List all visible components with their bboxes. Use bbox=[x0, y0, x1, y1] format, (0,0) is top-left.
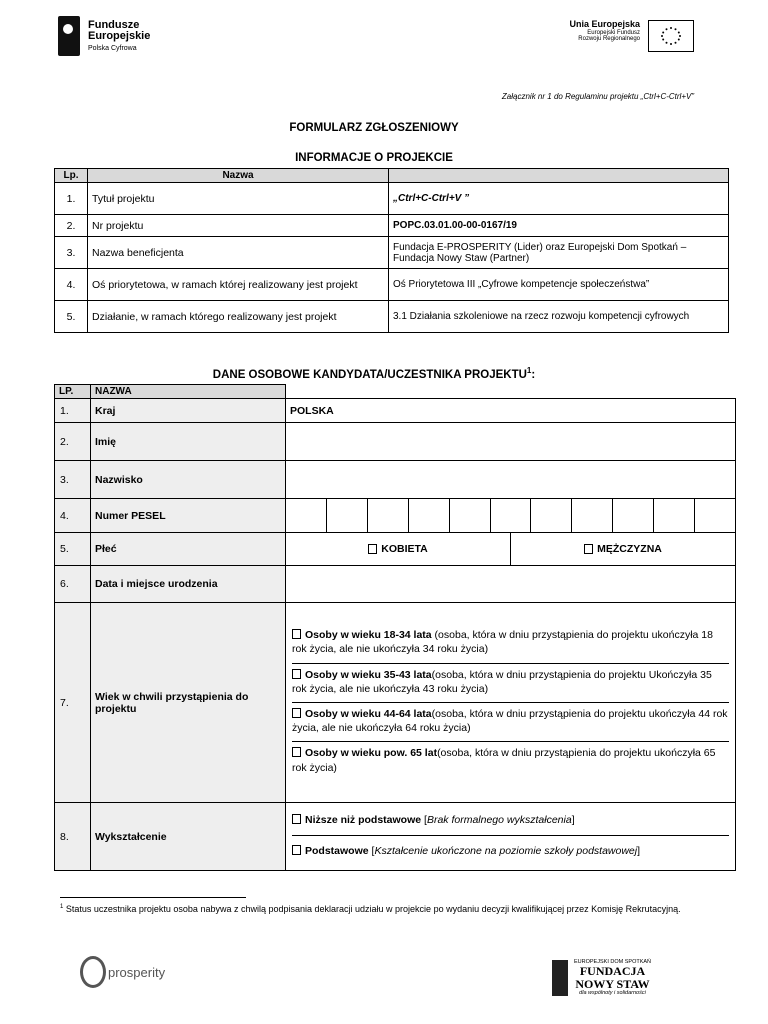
checkbox-icon[interactable] bbox=[292, 629, 301, 639]
gender-option-female[interactable] bbox=[286, 533, 511, 565]
gender-option-male[interactable] bbox=[511, 533, 735, 565]
row-number: 7. bbox=[55, 603, 91, 803]
fundusze-europejskie-logo bbox=[58, 14, 178, 58]
row-value: 3.1 Działania szkoleniowe na rzecz rozwoju kompetencji cyfrowych bbox=[389, 301, 729, 333]
personal-title-text: DANE OSOBOWE KANDYDATA/UCZESTNIKA PROJEKTU bbox=[212, 368, 527, 381]
prosperity-emblem-icon bbox=[80, 956, 106, 988]
nowy-staw-logo bbox=[552, 956, 672, 1000]
prosperity-logo bbox=[80, 956, 165, 988]
table-row bbox=[55, 566, 736, 603]
row-number: 2. bbox=[55, 423, 91, 461]
footnote-ref: 1 bbox=[526, 366, 532, 375]
option-label: MĘŻCZYZNA bbox=[597, 543, 662, 555]
annex-note: Załącznik nr 1 do Regulaminu projektu „Ctrl+C-Ctrl+V” bbox=[501, 92, 694, 101]
first-name-field[interactable] bbox=[286, 423, 736, 461]
table-row bbox=[55, 237, 729, 269]
pesel-digit-box[interactable] bbox=[694, 499, 735, 532]
row-label: Wiek w chwili przystąpienia do projektu bbox=[91, 603, 286, 803]
eu-flag-icon bbox=[648, 20, 694, 52]
pesel-digit-box[interactable] bbox=[653, 499, 694, 532]
option-desc: Brak formalnego wykształcenia bbox=[426, 814, 572, 827]
pesel-digit-box[interactable] bbox=[449, 499, 490, 532]
col-value-header bbox=[389, 169, 729, 183]
country-field[interactable]: POLSKA bbox=[286, 399, 736, 423]
pesel-digit-box[interactable] bbox=[286, 499, 326, 532]
fe-logo-line1: Fundusze bbox=[88, 18, 140, 31]
personal-data-table bbox=[54, 384, 736, 871]
project-info-table bbox=[54, 168, 729, 333]
pesel-digit-box[interactable] bbox=[571, 499, 612, 532]
col-name-header: Nazwa bbox=[88, 169, 389, 183]
birth-date-place-field[interactable] bbox=[286, 566, 736, 603]
table-row bbox=[55, 215, 729, 237]
nowy-staw-emblem-icon bbox=[552, 960, 568, 996]
nowy-staw-line2: NOWY STAW bbox=[575, 977, 650, 991]
eu-logo-line1: Unia Europejska bbox=[569, 19, 640, 29]
checkbox-icon[interactable] bbox=[584, 544, 593, 554]
row-label: Numer PESEL bbox=[91, 499, 286, 533]
row-number: 8. bbox=[55, 803, 91, 871]
age-option[interactable] bbox=[292, 742, 729, 780]
pesel-digit-box[interactable] bbox=[612, 499, 653, 532]
option-desc: (osoba, która w dniu przystąpienia do projektu ukończyła 65 rok życia) bbox=[292, 747, 716, 774]
education-option[interactable]: Podstawowe [Kształcenie ukończone na poziomie szkoły podstawowej] bbox=[292, 836, 729, 866]
eu-logo-line2: Europejski Fundusz bbox=[587, 29, 640, 36]
age-options bbox=[286, 603, 736, 803]
row-label: Nazwa beneficjenta bbox=[88, 237, 389, 269]
row-number: 6. bbox=[55, 566, 91, 603]
pesel-boxes bbox=[286, 499, 735, 532]
option-bold: Niższe niż podstawowe bbox=[305, 814, 422, 827]
row-number: 4. bbox=[55, 499, 91, 533]
option-bold: Podstawowe bbox=[305, 844, 369, 857]
option-desc: (osoba, która w dniu przystąpienia do projektu ukończyła 18 rok życia, ale nie ukończyła 34 roku życia) bbox=[292, 629, 713, 656]
checkbox-icon[interactable] bbox=[292, 669, 301, 679]
row-label: Oś priorytetowa, w ramach której realizowany jest projekt bbox=[88, 269, 389, 301]
col-name-header: NAZWA bbox=[91, 385, 286, 399]
table-row bbox=[55, 461, 736, 499]
personal-title-colon: : bbox=[531, 368, 536, 381]
last-name-field[interactable] bbox=[286, 461, 736, 499]
pesel-digit-box[interactable] bbox=[490, 499, 531, 532]
form-title: FORMULARZ ZGŁOSZENIOWY bbox=[289, 122, 459, 134]
option-desc: (osoba, która w dniu przystąpienia do projektu ukończyła 44 rok życia, ale nie ukończyła 64 roku życia) bbox=[292, 708, 728, 735]
table-row bbox=[55, 269, 729, 301]
age-option[interactable] bbox=[292, 703, 729, 742]
row-label: Płeć bbox=[91, 533, 286, 566]
option-desc: (osoba, która w dniu przystąpienia do projektu Ukończyła 35 rok życia, ale nie ukończyła 43 roku życia) bbox=[292, 668, 712, 695]
option-bold: Osoby w wieku 35-43 lata bbox=[305, 668, 432, 681]
footnote-divider bbox=[60, 897, 246, 898]
checkbox-icon[interactable] bbox=[368, 544, 377, 554]
nowy-staw-line3: dla wspólnoty i solidarności bbox=[579, 989, 646, 996]
pesel-digit-box[interactable] bbox=[408, 499, 449, 532]
education-option[interactable]: Niższe niż podstawowe [Brak formalnego wykształcenia] bbox=[292, 807, 729, 835]
table-row bbox=[55, 603, 736, 803]
row-number: 2. bbox=[55, 215, 88, 237]
row-value: Fundacja E-PROSPERITY (Lider) oraz Europejski Dom Spotkań – Fundacja Nowy Staw (Partner) bbox=[389, 237, 729, 269]
eu-logo bbox=[548, 20, 698, 54]
row-number: 1. bbox=[55, 183, 88, 215]
table-row bbox=[55, 301, 729, 333]
fe-emblem-icon bbox=[58, 16, 80, 56]
gender-field bbox=[286, 533, 736, 566]
row-number: 5. bbox=[55, 533, 91, 566]
row-label: Wykształcenie bbox=[91, 803, 286, 871]
col-lp-header: LP. bbox=[55, 385, 91, 399]
row-label: Imię bbox=[91, 423, 286, 461]
project-section-title: INFORMACJE O PROJEKCIE bbox=[295, 152, 453, 164]
row-number: 3. bbox=[55, 461, 91, 499]
col-lp-header: Lp. bbox=[55, 169, 88, 183]
option-desc: Kształcenie ukończone na poziomie szkoły podstawowej bbox=[374, 844, 638, 857]
table-row bbox=[55, 423, 736, 461]
pesel-field[interactable] bbox=[286, 499, 736, 533]
age-option[interactable] bbox=[292, 624, 729, 663]
row-label: Data i miejsce urodzenia bbox=[91, 566, 286, 603]
footnote-text: Status uczestnika projektu osoba nabywa z chwilą podpisania deklaracji udziału w projekcie po wydaniu decyzji kwalifikującej przez Komisję Rekrutacyjną. bbox=[65, 904, 681, 914]
row-label: Działanie, w ramach którego realizowany jest projekt bbox=[88, 301, 389, 333]
table-row bbox=[55, 533, 736, 566]
table-row bbox=[55, 803, 736, 871]
row-number: 3. bbox=[55, 237, 88, 269]
personal-section-title bbox=[0, 366, 748, 381]
table-row bbox=[55, 183, 729, 215]
pesel-digit-box[interactable] bbox=[326, 499, 367, 532]
row-label: Nr projektu bbox=[88, 215, 389, 237]
checkbox-icon[interactable] bbox=[292, 708, 301, 718]
table-row bbox=[55, 499, 736, 533]
checkbox-icon[interactable] bbox=[292, 747, 301, 757]
nowy-staw-line0: EUROPEJSKI DOM SPOTKAŃ bbox=[574, 958, 652, 965]
age-option[interactable] bbox=[292, 664, 729, 703]
prosperity-text: prosperity bbox=[108, 964, 166, 980]
pesel-digit-box[interactable] bbox=[530, 499, 571, 532]
education-options bbox=[286, 803, 736, 871]
table-row bbox=[55, 399, 736, 423]
fe-logo-line3: Polska Cyfrowa bbox=[88, 44, 137, 52]
row-label: Tytuł projektu bbox=[88, 183, 389, 215]
eu-logo-line3: Rozwoju Regionalnego bbox=[578, 36, 640, 43]
option-bold: Osoby w wieku 44-64 lata bbox=[305, 708, 432, 720]
pesel-digit-box[interactable] bbox=[367, 499, 408, 532]
row-value: POPC.03.01.00-00-0167/19 bbox=[389, 215, 729, 237]
option-label: KOBIETA bbox=[381, 543, 428, 555]
fe-logo-line2: Europejskie bbox=[88, 30, 151, 43]
checkbox-icon[interactable] bbox=[292, 814, 301, 824]
row-value: „Ctrl+C-Ctrl+V ” bbox=[389, 183, 729, 215]
footnote-mark: 1 bbox=[60, 904, 64, 910]
footnote bbox=[60, 903, 730, 915]
checkbox-icon[interactable] bbox=[292, 845, 301, 855]
row-number: 5. bbox=[55, 301, 88, 333]
nowy-staw-line1: FUNDACJA bbox=[579, 964, 646, 979]
option-bold: Osoby w wieku pow. 65 lat bbox=[305, 747, 438, 760]
row-number: 1. bbox=[55, 399, 91, 423]
row-number: 4. bbox=[55, 269, 88, 301]
option-bold: Osoby w wieku 18-34 lata bbox=[305, 629, 432, 642]
row-label: Nazwisko bbox=[91, 461, 286, 499]
header-blank bbox=[286, 385, 736, 399]
row-value: Oś Priorytetowa III „Cyfrowe kompetencje społeczeństwa” bbox=[389, 269, 729, 301]
row-label: Kraj bbox=[91, 399, 286, 423]
